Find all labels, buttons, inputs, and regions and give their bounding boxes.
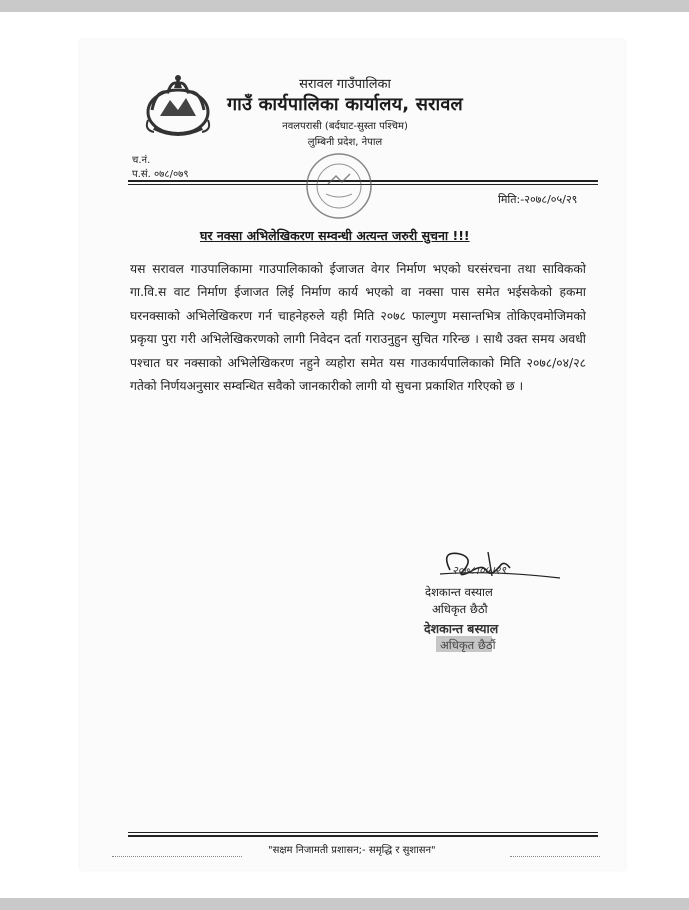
footer-left-contact (112, 856, 242, 861)
footer-rule-thin (128, 832, 598, 833)
office-seal-stamp-icon (300, 150, 378, 222)
fiscal-year-label: प.सं. ०७८/०७९ (132, 169, 189, 180)
footer-motto: "सक्षम निजामती प्रशासन;- समृद्धि र सुशासन" (268, 845, 436, 856)
footer-rule-thick (128, 835, 598, 837)
province-line: लुम्बिनी प्रदेश, नेपाल (307, 137, 383, 148)
letter-number-label: च.नं. (132, 155, 151, 166)
date-line: मिति:-२०७८/०५/२९ (498, 193, 578, 206)
signature-date: २०७८।०५।२९ (452, 564, 507, 577)
screen-bottom-bar (0, 898, 689, 910)
signatory-designation: अधिकृत छैठौ (432, 602, 488, 616)
stamp-designation: अधिकृत छैठौं (440, 638, 496, 652)
office-name: गाउँ कार्यपालिका कार्यालय, सरावल (227, 94, 463, 115)
signatory-name: देशकान्त वस्याल (425, 585, 493, 599)
notice-subject: घर नक्सा अभिलेखिकरण सम्वन्धी अत्यन्त जरुरी सुचना !!! (200, 228, 470, 243)
nepal-government-emblem-icon (138, 70, 218, 142)
notice-body: यस सरावल गाउपालिकामा गाउपालिकाको ईजाजत वेगर निर्माण भएको घरसंरचना तथा साविकको गा.वि.स वाट निर्माण ईजाजत लिई निर्माण कार्य भएको वा नक्सा पास समेत भईसकेको हकमा घरनक्साको अभिलेखिकरण गर्न चाहनेहरुले यही मिति २०७८ फाल्गुण मसान्तभित्र तोकिएवमोजिमको प्रकृया पुरा गरी अभिलेखिकरणको लागी निवेदन दर्ता गराउनुहुन सुचित गरिन्छ । साथै उक्त समय अवधी पश्चात घर नक्साको अभिलेखिकरण नहुने व्यहोरा समेत यस गाउकार्यपालिकाको मिति २०७८/०४/२८ गतेको निर्णयअनुसार सम्वन्धित सवैको जानकारीको लागी यो सुचना प्रकाशित गरिएको छ । (130, 262, 586, 394)
municipality-name: सरावल गाउँपालिका (299, 77, 391, 92)
district-line: नवलपरासी (बर्दघाट-सुस्ता पश्चिम) (282, 121, 408, 132)
screen-top-bar (0, 0, 689, 12)
stamp-name: देशकान्त बस्याल (424, 621, 499, 636)
footer-right-contact (510, 856, 600, 861)
